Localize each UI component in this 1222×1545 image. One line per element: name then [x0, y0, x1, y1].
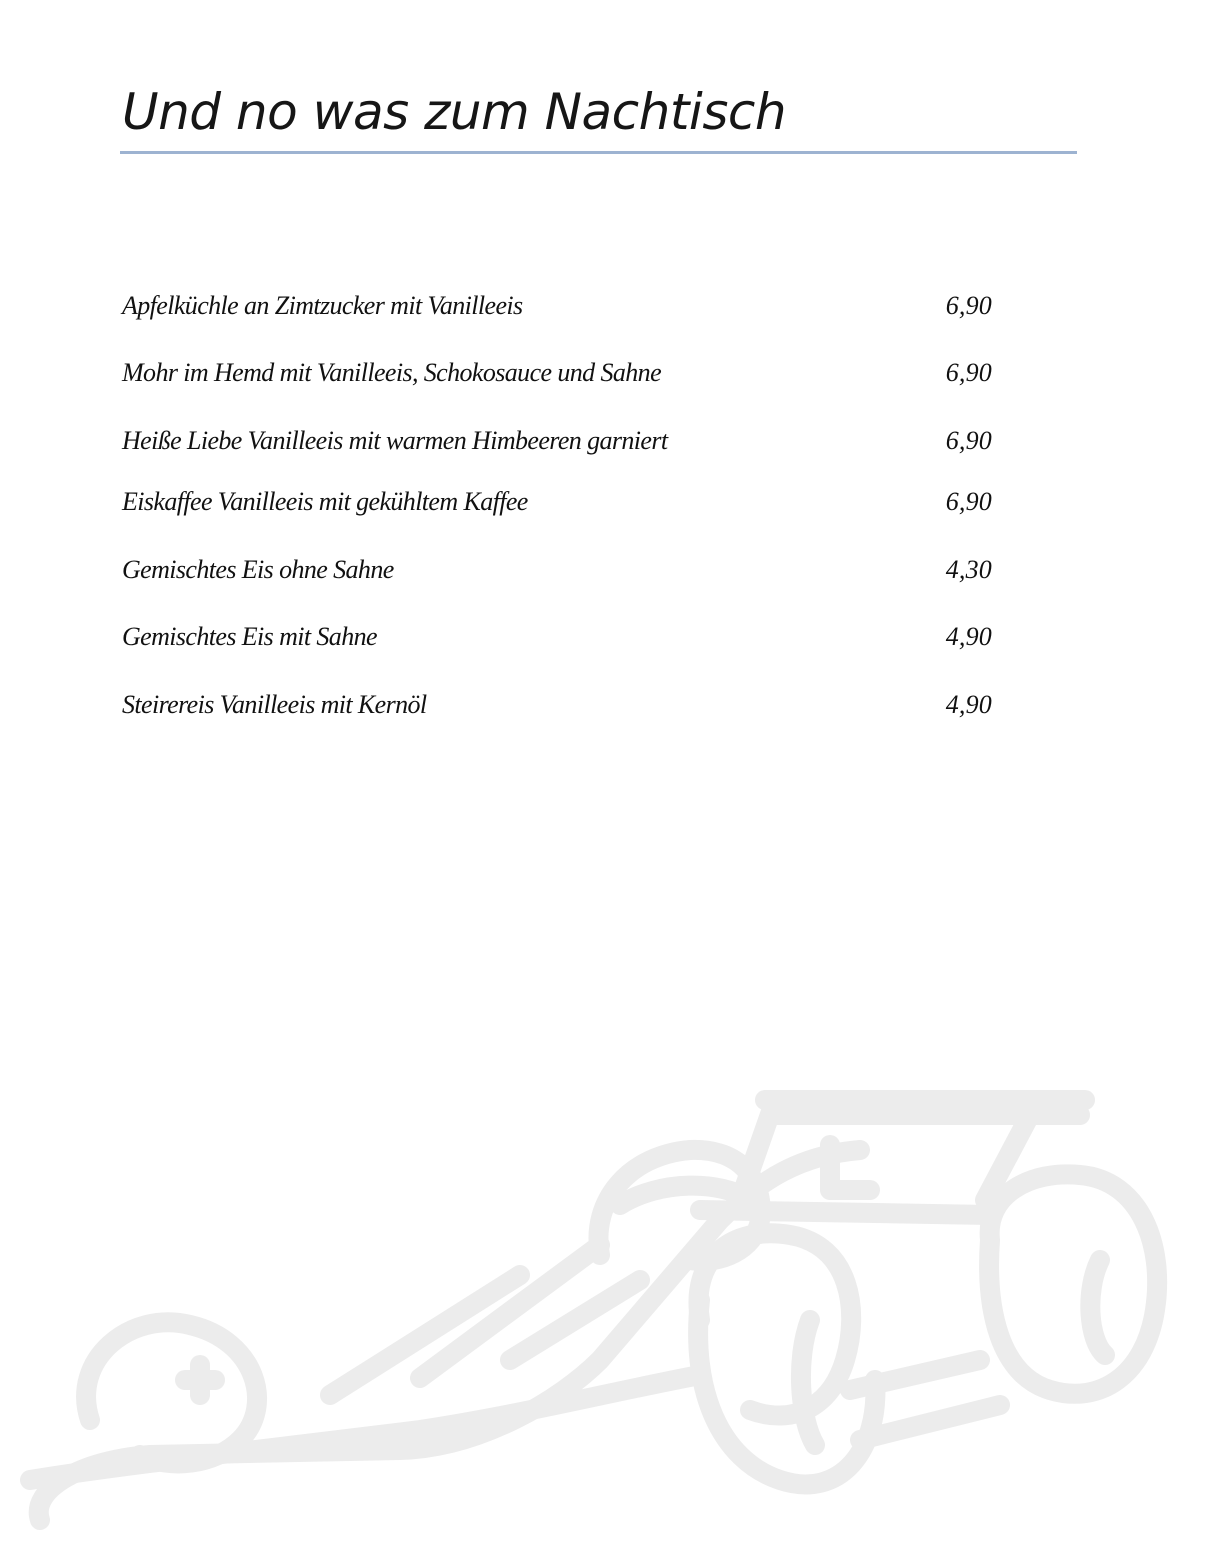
menu-item [122, 685, 992, 725]
menu-item-name: Gemischtes Eis ohne Sahne [122, 555, 394, 584]
menu-item-name: Apfelküchle an Zimtzucker mit Vanilleeis [122, 291, 523, 320]
menu-item-price: 4,90 [945, 622, 992, 651]
menu-item [122, 617, 992, 657]
menu-item-price: 6,90 [945, 291, 992, 320]
menu-item-name: Eiskaffee Vanilleeis mit gekühltem Kaffee [122, 487, 528, 516]
menu-item-price: 4,30 [945, 555, 992, 584]
menu-item-price: 4,90 [945, 690, 992, 719]
menu-item [122, 286, 992, 326]
menu-item-price: 6,90 [945, 426, 992, 455]
menu-item-name: Mohr im Hemd mit Vanilleeis, Schokosauce und Sahne [122, 358, 662, 387]
title-divider [120, 151, 1077, 154]
menu-item [122, 482, 992, 522]
menu-item-price: 6,90 [945, 358, 992, 387]
menu-item-price: 6,90 [945, 487, 992, 516]
race-car-icon [0, 1060, 1222, 1545]
menu-item-name: Gemischtes Eis mit Sahne [122, 622, 377, 651]
menu-item-name: Heiße Liebe Vanilleeis mit warmen Himbeeren garniert [122, 426, 668, 455]
page-title: Und no was zum Nachtisch [122, 83, 787, 141]
menu-item [122, 353, 992, 393]
menu-item-name: Steirereis Vanilleeis mit Kernöl [122, 690, 427, 719]
menu-item [122, 421, 992, 461]
menu-item [122, 550, 992, 590]
